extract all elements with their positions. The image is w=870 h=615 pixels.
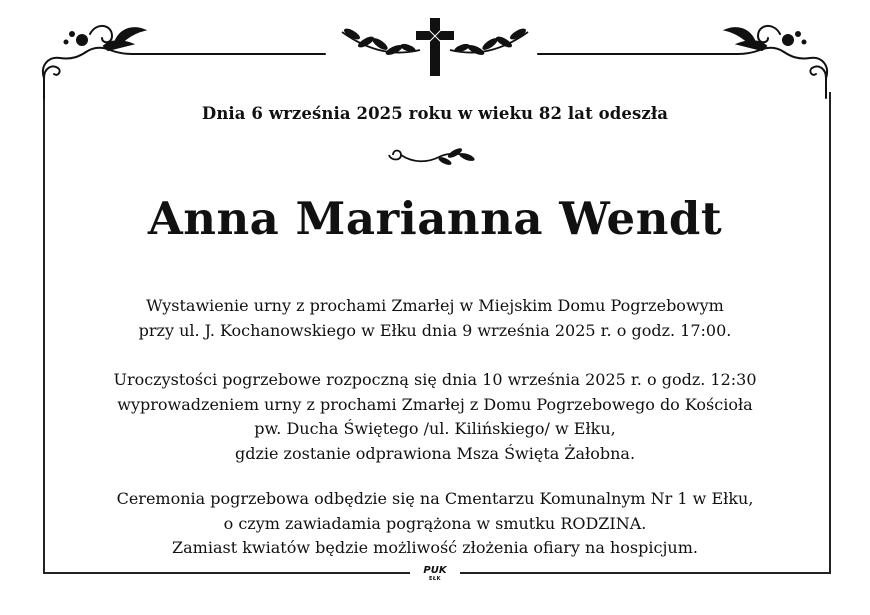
burial-paragraph [0,487,870,561]
paragraph-line: Ceremonia pogrzebowa odbędzie się na Cmentarzu Komunalnym Nr 1 w Ełku, [116,489,754,508]
paragraph-line: przy ul. J. Kochanowskiego w Ełku dnia 9 września 2025 r. o godz. 17:00. [138,320,732,340]
death-date-headline: Dnia 6 września 2025 roku w wieku 82 lat odeszła [201,104,669,123]
viewing-paragraph [0,294,870,343]
paragraph-line: wyprowadzeniem urny z prochami Zmarłej z Domu Pogrzebowego do Kościoła [117,394,753,414]
flourish-icon [385,143,485,171]
left-corner-flourish-icon [43,26,325,98]
deceased-name: Anna Marianna Wendt [147,192,723,245]
cross-icon [416,18,454,76]
paragraph-line: Uroczystości pogrzebowe rozpoczną się dnia 10 września 2025 r. o godz. 12:30 [113,370,757,389]
paragraph-line: gdzie zostanie odprawiona Msza Święta Żałobna. [234,443,636,463]
puk-logo [410,563,460,587]
logo-subtext: EŁK [428,576,441,582]
paragraph-line: Zamiast kwiatów będzie możliwość złożenia ofiary na hospicjum. [172,538,698,557]
paragraph-line: Wystawienie urny z prochami Zmarłej w Miejskim Domu Pogrzebowym [146,296,724,315]
paragraph-line: o czym zawiadamia pogrążona w smutku RODZINA. [223,513,647,533]
right-corner-flourish-icon [538,26,827,98]
top-ornament [0,0,870,100]
funeral-ceremony-paragraph [0,368,870,466]
logo-text: PUK [423,565,447,576]
paragraph-line: pw. Ducha Świętego /ul. Kilińskiego/ w Ełku, [254,419,616,438]
